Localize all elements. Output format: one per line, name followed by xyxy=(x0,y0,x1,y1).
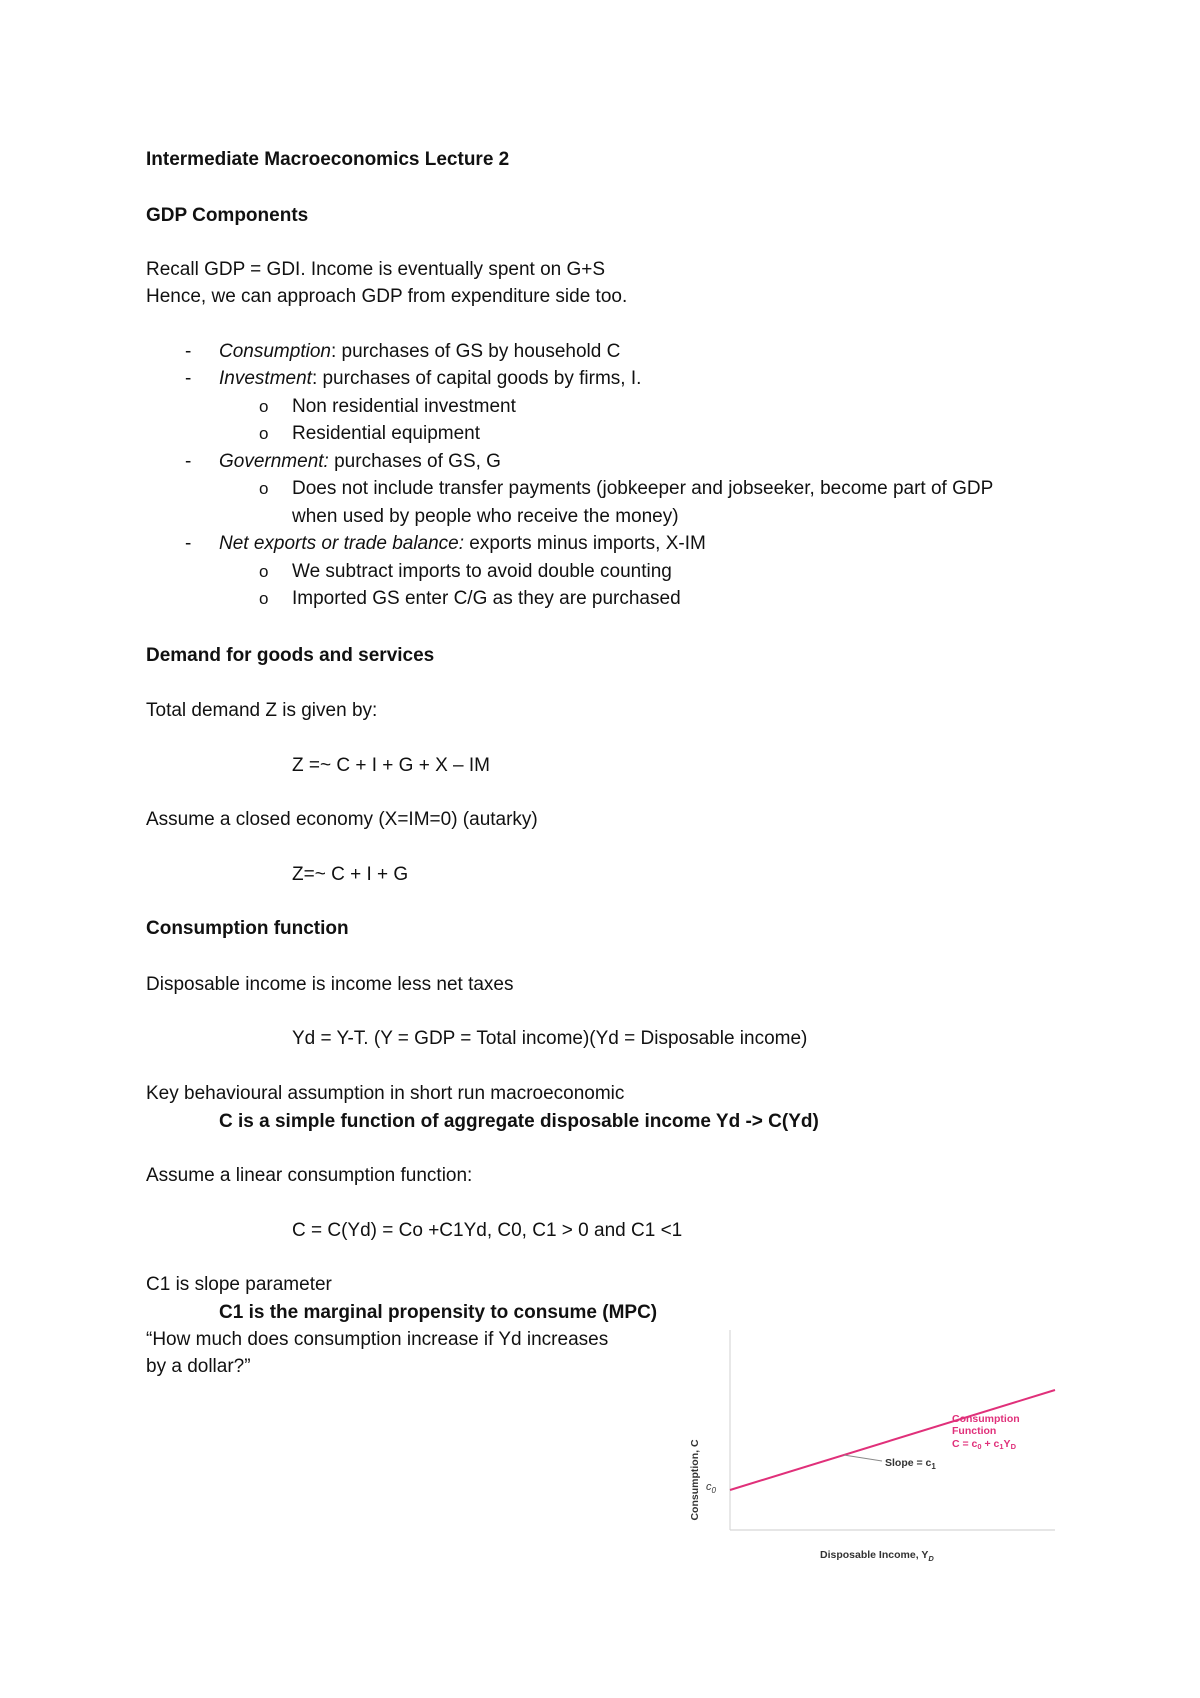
sub-item-non-residential: Non residential investment xyxy=(292,396,516,417)
equation-total-demand: Z =~ C + I + G + X – IM xyxy=(292,755,490,776)
term-government: Government: xyxy=(219,451,329,472)
intercept-label-sub: 0 xyxy=(711,1486,716,1495)
text-government: purchases of GS, G xyxy=(328,451,501,472)
intercept-label-main: c xyxy=(706,1481,712,1493)
circle-bullet: o xyxy=(259,397,269,416)
equation-consumption: C = C(Yd) = Co +C1Yd, C0, C1 > 0 and C1 <1 xyxy=(292,1220,683,1241)
paragraph-expenditure-side: Hence, we can approach GDP from expenditure side too. xyxy=(146,286,628,307)
legend-plus-c: + c xyxy=(981,1438,1000,1450)
legend-line-3 xyxy=(952,1438,1017,1451)
slope-label-main: Slope = c xyxy=(885,1457,932,1469)
legend-line-2: Function xyxy=(952,1425,997,1437)
term-consumption: Consumption xyxy=(219,341,331,362)
legend-sub-1: 1 xyxy=(999,1442,1004,1451)
paragraph-recall-gdp: Recall GDP = GDI. Income is eventually spent on G+S xyxy=(146,259,606,280)
quote-line-1: “How much does consumption increase if Yd increases xyxy=(146,1329,609,1350)
heading-consumption-function: Consumption function xyxy=(146,918,349,939)
term-net-exports: Net exports or trade balance: xyxy=(219,533,465,554)
paragraph-total-demand: Total demand Z is given by: xyxy=(146,700,378,721)
dash-bullet: - xyxy=(185,368,192,389)
equation-closed-demand: Z=~ C + I + G xyxy=(292,864,409,885)
circle-bullet: o xyxy=(259,562,269,581)
legend-sub-0: 0 xyxy=(977,1442,982,1451)
term-investment: Investment xyxy=(219,368,312,389)
slope-label-sub: 1 xyxy=(931,1462,936,1471)
text-investment: : purchases of capital goods by firms, I. xyxy=(311,368,642,389)
sub-item-imported-gs: Imported GS enter C/G as they are purchased xyxy=(292,588,681,609)
dash-bullet: - xyxy=(185,341,192,362)
y-axis-label: Consumption, C xyxy=(689,1439,701,1521)
list-item-government xyxy=(219,450,501,474)
paragraph-key-assumption: Key behavioural assumption in short run macroeconomic xyxy=(146,1083,625,1104)
consumption-function-chart xyxy=(670,1320,1070,1570)
intercept-label xyxy=(706,1481,717,1495)
paragraph-disposable-income: Disposable income is income less net taxes xyxy=(146,974,514,995)
circle-bullet: o xyxy=(259,589,269,608)
equation-disposable-income: Yd = Y-T. (Y = GDP = Total income)(Yd = Disposable income) xyxy=(292,1028,808,1049)
list-item-net-exports xyxy=(219,532,706,556)
paragraph-slope-parameter: C1 is slope parameter xyxy=(146,1274,332,1295)
bold-mpc: C1 is the marginal propensity to consume (MPC) xyxy=(219,1302,658,1323)
legend-c-eq: C = c xyxy=(952,1438,978,1450)
sub-item-double-counting: We subtract imports to avoid double counting xyxy=(292,561,672,582)
bold-simple-function: C is a simple function of aggregate disposable income Yd -> C(Yd) xyxy=(219,1111,819,1132)
sub-item-transfer-payments-1: Does not include transfer payments (jobkeeper and jobseeker, become part of GDP xyxy=(292,478,994,499)
legend-sub-d: D xyxy=(1010,1442,1016,1451)
legend-line-1: Consumption xyxy=(952,1413,1020,1425)
dash-bullet: - xyxy=(185,533,192,554)
heading-gdp-components: GDP Components xyxy=(146,205,309,226)
x-axis-label xyxy=(820,1549,934,1563)
paragraph-closed-economy: Assume a closed economy (X=IM=0) (autarky) xyxy=(146,809,538,830)
sub-item-residential: Residential equipment xyxy=(292,423,481,444)
sub-item-transfer-payments-2: when used by people who receive the money) xyxy=(292,506,679,527)
list-item-consumption xyxy=(219,340,620,364)
dash-bullet: - xyxy=(185,451,192,472)
text-consumption: : purchases of GS by household C xyxy=(330,341,621,362)
slope-pointer-line xyxy=(844,1455,882,1461)
quote-line-2: by a dollar?” xyxy=(146,1356,251,1377)
circle-bullet: o xyxy=(259,424,269,443)
circle-bullet: o xyxy=(259,479,269,498)
heading-demand: Demand for goods and services xyxy=(146,645,435,666)
legend-y: Y xyxy=(1003,1438,1011,1450)
slope-label xyxy=(885,1457,936,1471)
text-net-exports: exports minus imports, X-IM xyxy=(464,533,706,554)
list-item-investment xyxy=(219,367,641,391)
x-axis-label-main: Disposable Income, Y xyxy=(820,1549,929,1561)
document-title: Intermediate Macroeconomics Lecture 2 xyxy=(146,149,510,170)
paragraph-linear-consumption: Assume a linear consumption function: xyxy=(146,1165,473,1186)
x-axis-label-sub: D xyxy=(928,1554,934,1563)
